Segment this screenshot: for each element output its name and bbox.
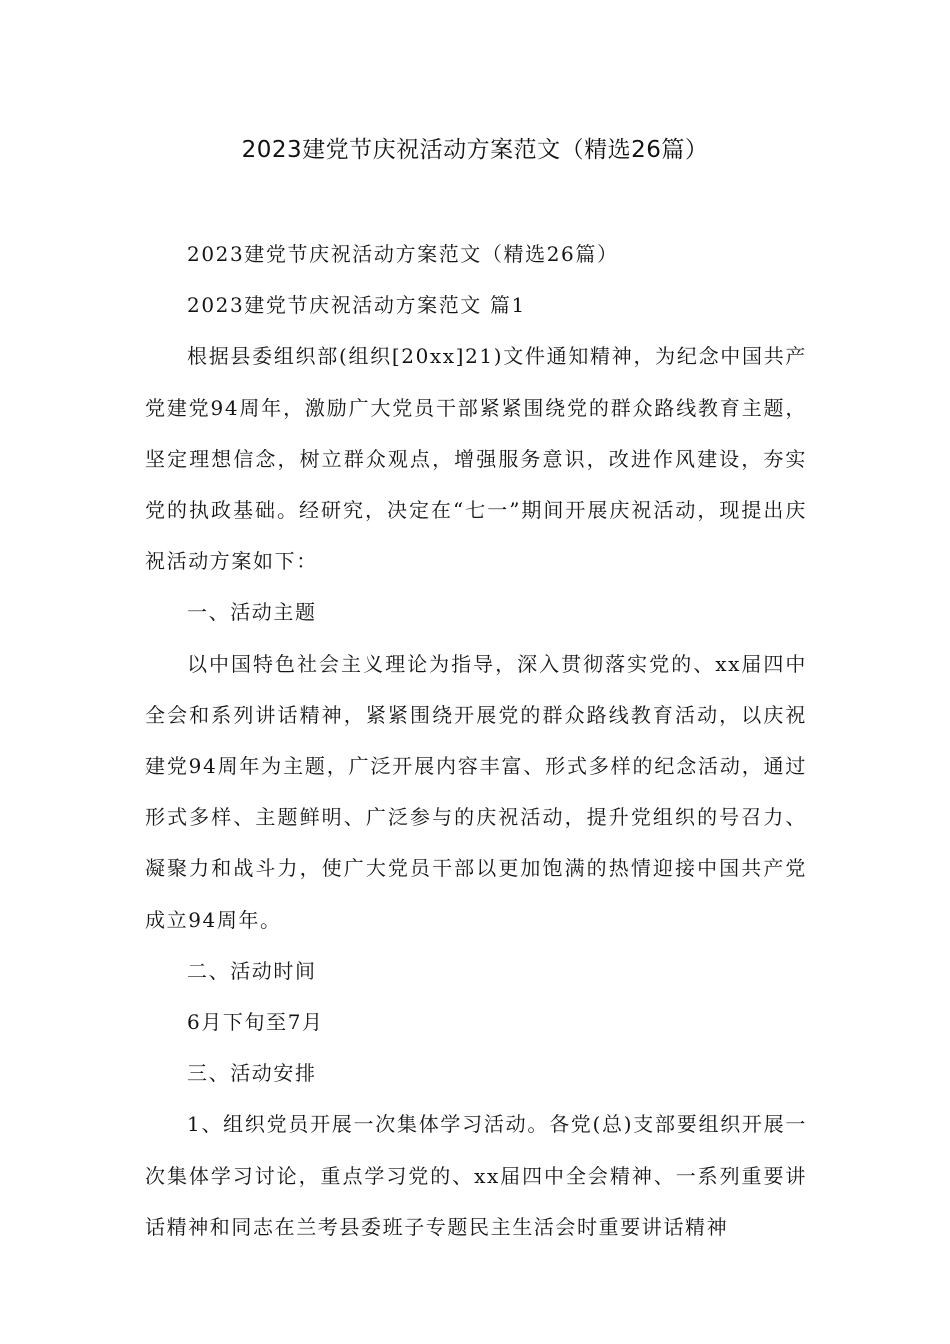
heading-activity-arrangement: 三、活动安排 xyxy=(187,1061,317,1086)
document-body xyxy=(145,229,807,1253)
paragraph-activity-time: 6月下旬至7月 xyxy=(187,1010,324,1035)
paragraph-arrangement-1: 1、组织党员开展一次集体学习活动。各党(总)支部要组织开展一次集体学习讨论，重点学习党的、xx届四中全会精神、一系列重要讲话精神和同志在兰考县委班子专题民主生活会时重要讲话精神 xyxy=(145,1112,807,1239)
paragraph-activity-theme: 以中国特色社会主义理论为指导，深入贯彻落实党的、xx届四中全会和系列讲话精神，紧紧围绕开展党的群众路线教育活动，以庆祝建党94周年为主题，广泛开展内容丰富、形式多样的纪念活动，通过形式多样、主题鲜明、广泛参与的庆祝活动，提升党组织的号召力、凝聚力和战斗力，使广大党员干部以更加饱满的热情迎接中国共产党成立94周年。 xyxy=(145,651,807,932)
paragraph-heading-repeat: 2023建党节庆祝活动方案范文（精选26篇） xyxy=(187,242,619,266)
paragraph-intro: 根据县委组织部(组织[20xx]21)文件通知精神，为纪念中国共产党建党94周年，激励广大党员干部紧紧围绕党的群众路线教育主题，坚定理想信念，树立群众观点，增强服务意识，改进作风建设，夯实党的执政基础。经研究，决定在“七一”期间开展庆祝活动，现提出庆祝活动方案如下： xyxy=(145,344,807,574)
paragraph-section-title: 2023建党节庆祝活动方案范文 篇1 xyxy=(187,293,526,318)
document-title: 2023建党节庆祝活动方案范文（精选26篇） xyxy=(241,137,709,163)
heading-activity-theme: 一、活动主题 xyxy=(187,600,317,625)
heading-activity-time: 二、活动时间 xyxy=(187,958,317,983)
